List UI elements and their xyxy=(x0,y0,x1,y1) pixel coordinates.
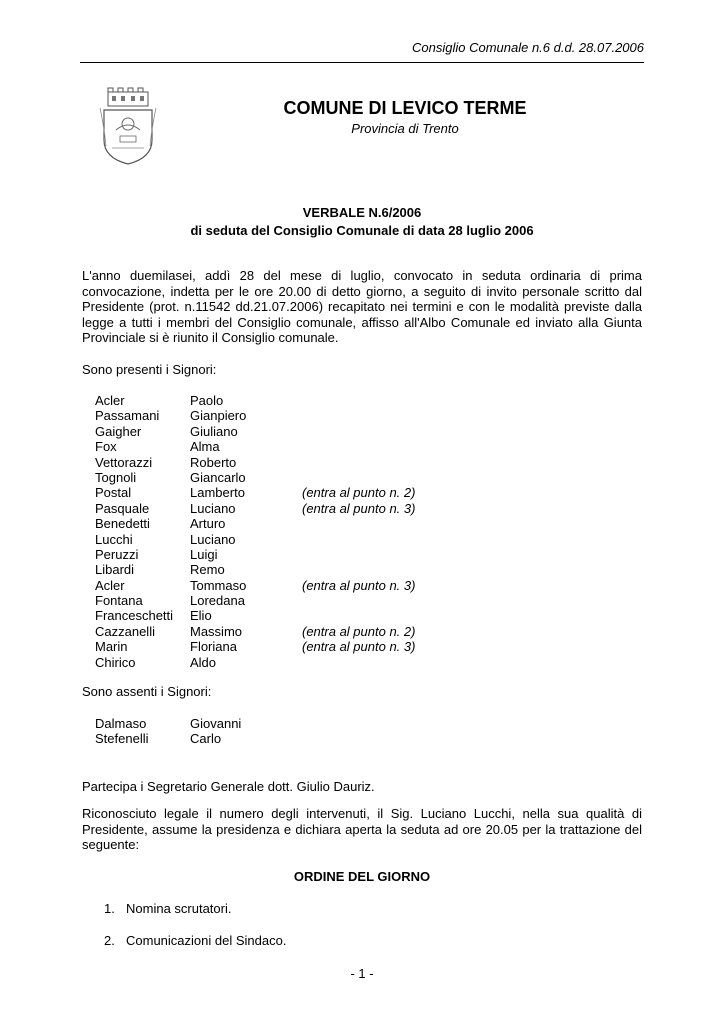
member-surname: Tognoli xyxy=(95,469,137,485)
member-surname: Dalmaso xyxy=(95,716,147,731)
member-name: Giovanni xyxy=(190,716,242,731)
municipality-subtitle: Provincia di Trento xyxy=(351,121,459,136)
member-note: (entra al punto n. 3) xyxy=(302,639,416,655)
member-surname: Fox xyxy=(95,439,117,455)
member-surname: Acler xyxy=(95,393,125,408)
member-name: Paolo xyxy=(190,393,224,408)
agenda-item-text: Nomina scrutatori. xyxy=(126,901,232,916)
agenda-item xyxy=(104,933,286,948)
minutes-subtitle: di seduta del Consiglio Comunale di data 28 luglio 2006 xyxy=(190,223,534,238)
agenda-item-number: 2. xyxy=(104,933,115,948)
member-surname: Fontana xyxy=(95,593,143,609)
absent-label: Sono assenti i Signori: xyxy=(82,684,212,699)
member-surname: Lucchi xyxy=(95,531,133,547)
member-note: (entra al punto n. 2) xyxy=(302,485,416,501)
member-name: Aldo xyxy=(190,654,217,670)
member-name: Loredana xyxy=(190,593,245,609)
member-surname: Benedetti xyxy=(95,516,150,532)
page-number: - 1 - xyxy=(350,966,374,981)
member-surname: Gaigher xyxy=(95,423,142,439)
member-name: Elio xyxy=(190,608,212,624)
running-header: Consiglio Comunale n.6 d.d. 28.07.2006 xyxy=(80,40,644,63)
member-surname: Acler xyxy=(95,577,125,593)
member-name: Tommaso xyxy=(190,577,247,593)
member-surname: Peruzzi xyxy=(95,546,139,562)
intro-paragraph: L'anno duemilasei, addì 28 del mese di luglio, convocato in seduta ordinaria di prima convocazione, indetta per le ore 20.00 di detto giorno, a seguito di invito personale scritto dal Presidente (prot. n.11542 dd.21.07.2006) recapitato nei termini e con le modalità previste dalla legge a tutti i membri del Consiglio comunale, affisso all'Albo Comunale ed inviato alla Giunta Provinciale si è riunito il Consiglio comunale. xyxy=(82,268,642,345)
member-name: Luciano xyxy=(190,531,236,547)
quorum-paragraph: Riconosciuto legale il numero degli intervenuti, il Sig. Luciano Lucchi, nella sua qualità di Presidente, assume la presidenza e dichiara aperta la seduta ad ore 20.05 per la trattazione del seguente: xyxy=(82,806,642,852)
member-name: Giuliano xyxy=(190,423,238,439)
minutes-title: VERBALE N.6/2006 xyxy=(302,205,422,220)
member-name: Luigi xyxy=(190,546,218,562)
member-surname: Marin xyxy=(95,639,128,655)
member-surname: Stefenelli xyxy=(95,731,149,747)
member-surname: Postal xyxy=(95,485,132,501)
coat-of-arms-icon xyxy=(98,86,158,166)
member-surname: Franceschetti xyxy=(95,608,174,624)
municipality-title: COMUNE DI LEVICO TERME xyxy=(283,98,527,118)
member-note: (entra al punto n. 2) xyxy=(302,623,416,639)
secretary-paragraph: Partecipa i Segretario Generale dott. Giulio Dauriz. xyxy=(82,779,375,794)
minutes-heading xyxy=(82,204,642,240)
member-name: Arturo xyxy=(190,516,226,532)
member-surname: Cazzanelli xyxy=(95,623,155,639)
member-name: Giancarlo xyxy=(190,469,246,485)
agenda-title: ORDINE DEL GIORNO xyxy=(293,869,431,884)
member-name: Alma xyxy=(190,439,220,455)
member-name: Floriana xyxy=(190,639,237,655)
agenda-item-number: 1. xyxy=(104,901,115,916)
member-surname: Vettorazzi xyxy=(95,454,153,470)
member-name: Massimo xyxy=(190,623,243,639)
member-name: Carlo xyxy=(190,731,222,747)
member-surname: Pasquale xyxy=(95,500,150,516)
member-name: Remo xyxy=(190,562,225,578)
member-name: Gianpiero xyxy=(190,408,247,424)
member-name: Luciano xyxy=(190,500,236,516)
member-name: Lamberto xyxy=(190,485,245,501)
member-surname: Libardi xyxy=(95,562,135,578)
member-note: (entra al punto n. 3) xyxy=(302,500,416,516)
member-surname: Passamani xyxy=(95,408,160,424)
member-surname: Chirico xyxy=(95,654,136,670)
member-name: Roberto xyxy=(190,454,237,470)
member-note: (entra al punto n. 3) xyxy=(302,577,416,593)
agenda-item-text: Comunicazioni del Sindaco. xyxy=(126,933,287,948)
agenda-item xyxy=(104,901,231,916)
present-label: Sono presenti i Signori: xyxy=(82,362,217,377)
